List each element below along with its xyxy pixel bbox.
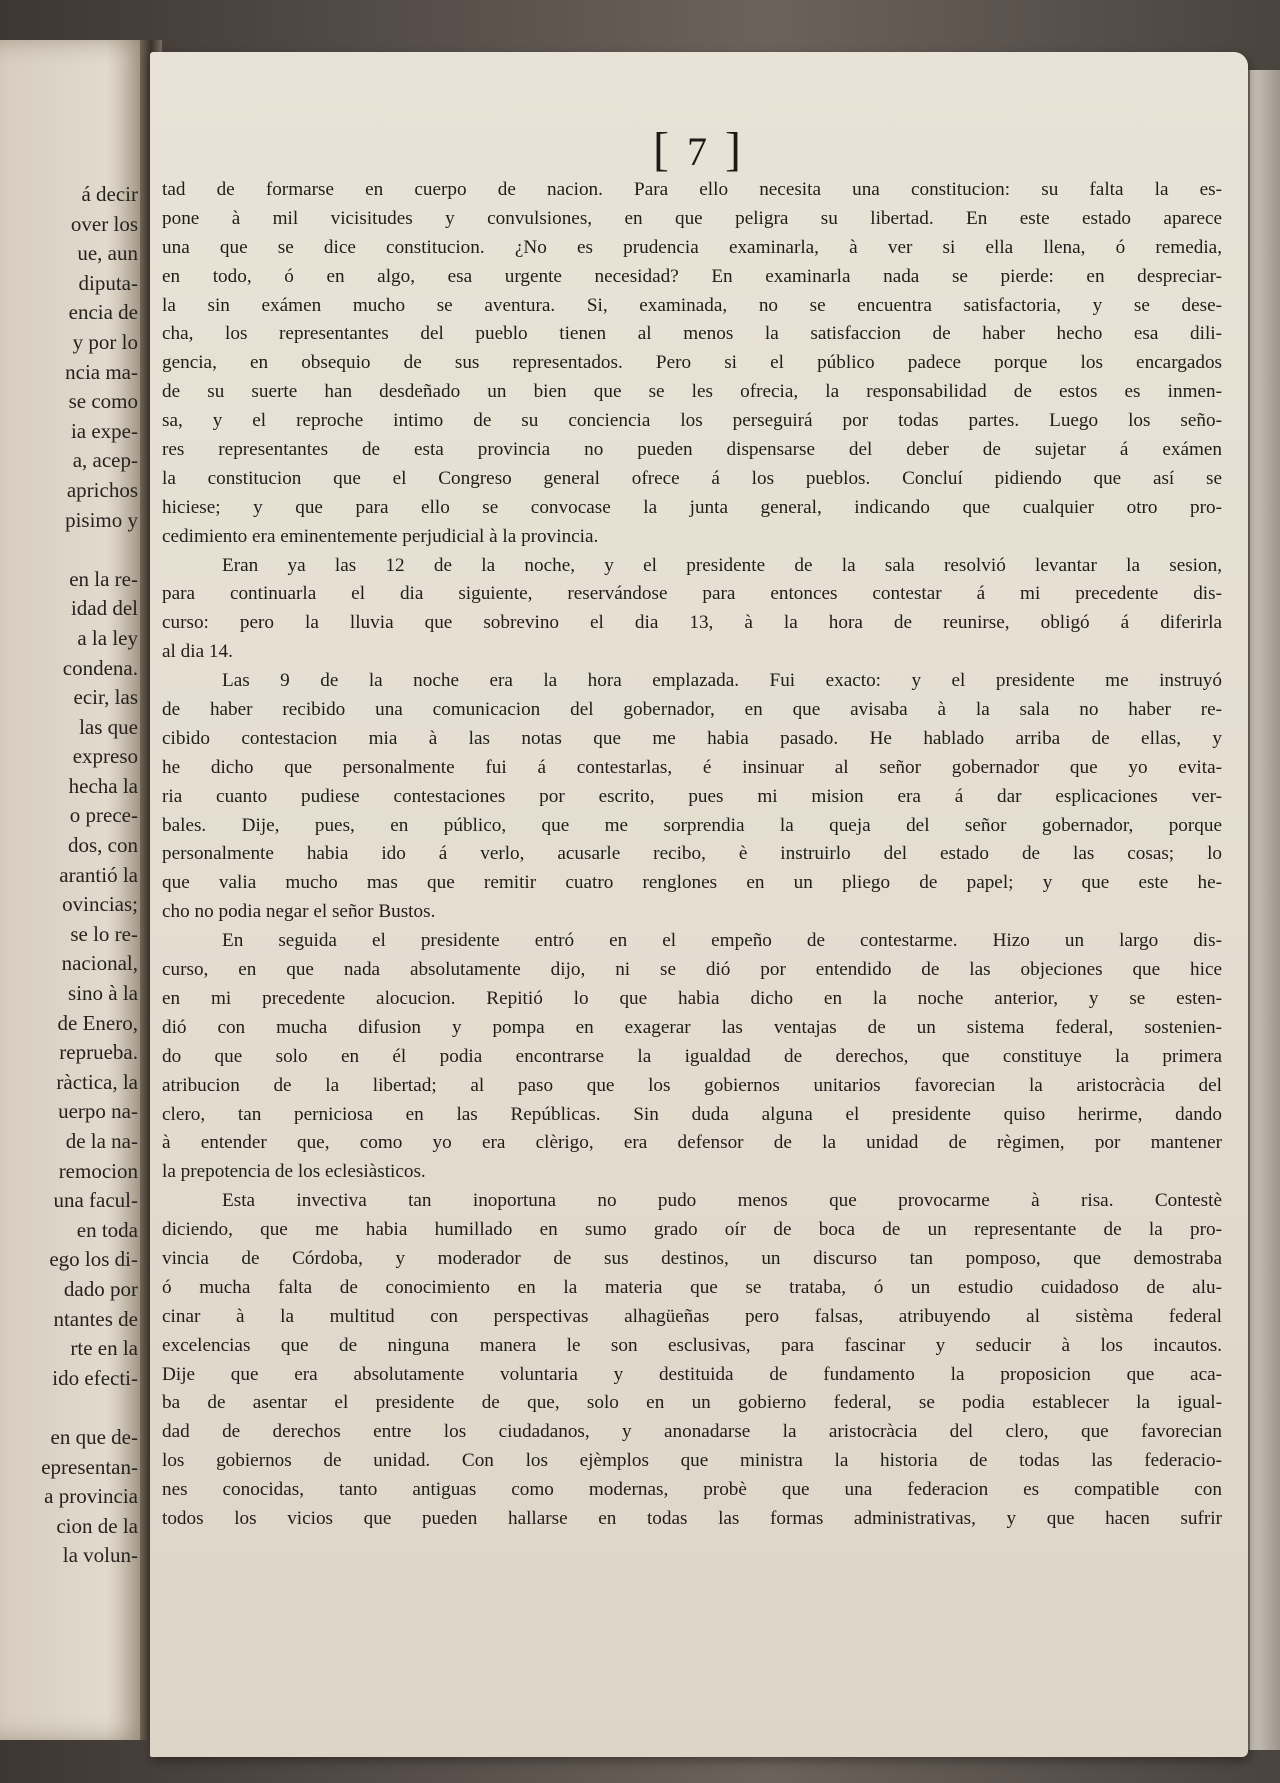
text-line-content: sa, y el reproche intimo de su conciencia los perseguirá por todas partes. Luego los seño- <box>162 410 1222 432</box>
left-page-line: hecha la <box>68 773 138 798</box>
text-line-content: dad de derechos entre los ciudadanos, y anonadarse la aristocràcia del clero, que favorecian <box>162 1421 1222 1443</box>
text-line-content: al dia 14. <box>162 641 233 663</box>
text-line <box>162 840 1222 869</box>
text-line-content: En seguida el presidente entró en el empeño de contestarme. Hizo un largo dis- <box>222 930 1222 952</box>
text-line-content: Eran ya las 12 de la noche, y el presidente de la sala resolvió levantar la sesion, <box>222 554 1222 576</box>
text-line-content: Dije que era absolutamente voluntaria y destituida de fundamento la proposicion que aca- <box>162 1363 1222 1385</box>
left-page-line: a la ley <box>77 625 138 650</box>
text-line-content: hiciese; y que para ello se convocase la junta general, indicando que cualquier otro pro- <box>162 496 1222 518</box>
left-page-line: arantió la <box>59 862 138 887</box>
text-line <box>162 1014 1222 1043</box>
text-line <box>162 552 1222 581</box>
text-line <box>162 1505 1222 1534</box>
left-page-line: idad del <box>70 596 138 621</box>
left-page-line: de la na- <box>65 1129 138 1153</box>
text-line-content: ria cuanto pudiese contestaciones por escrito, pues mi mision era á dar esplicaciones ver- <box>162 785 1222 807</box>
text-line-content: de haber recibido una comunicacion del gobernador, en que avisaba à la sala no haber re- <box>162 699 1222 721</box>
text-line-content: cha, los representantes del pueblo tienen al menos la satisfaccion de haber hecho esa dili- <box>162 323 1222 345</box>
text-line <box>162 783 1222 812</box>
text-line <box>162 725 1222 754</box>
left-page-line: o prece- <box>69 803 138 828</box>
left-page-line: condena. <box>62 655 138 680</box>
text-line <box>162 985 1222 1014</box>
left-page-line: aprichos <box>66 477 138 502</box>
page-number <box>150 122 1248 177</box>
text-line-content: he dicho que personalmente fui á contestarlas, é insinuar al señor gobernador que yo evita- <box>162 756 1222 778</box>
text-line-content: ó mucha falta de conocimiento en la materia que se trataba, ó un estudio cuidadoso de alu- <box>162 1276 1222 1298</box>
left-page-line: en que de- <box>50 1424 138 1449</box>
text-line-content: para continuarla el dia siguiente, reservándose para entonces contestar á mi precedente dis- <box>162 583 1222 605</box>
left-page-line: una facul- <box>53 1188 138 1213</box>
text-line <box>162 234 1222 263</box>
text-line-content: cho no podia negar el señor Bustos. <box>162 901 436 923</box>
left-page-line: ia expe- <box>70 418 138 443</box>
text-line <box>162 1332 1222 1361</box>
left-page-line: ego los di- <box>49 1247 138 1272</box>
left-page-line: á decir <box>81 182 138 206</box>
text-line-content: ba de asentar el presidente de que, solo en un gobierno federal, se podia establecer la igual- <box>162 1392 1222 1414</box>
text-line-content: pone à mil vicisitudes y convulsiones, en que peligra su libertad. En este estado aparece <box>162 207 1222 229</box>
left-page-line: ue, aun <box>77 241 138 266</box>
text-line-content: dió con mucha difusion y pompa en exagerar las ventajas de un sistema federal, sostenien- <box>162 1016 1222 1038</box>
body-text <box>162 176 1222 1534</box>
text-line <box>162 523 1222 552</box>
text-line <box>162 1101 1222 1130</box>
text-line-content: de su suerte han desdeñado un bien que se les ofrecia, la responsabilidad de estos es inmen- <box>162 381 1222 403</box>
text-line <box>162 580 1222 609</box>
text-line-content: personalmente habia ido á verlo, acusarle recibo, è instruirlo del estado de las cosas; lo <box>162 843 1222 865</box>
text-line <box>162 292 1222 321</box>
left-page-line: dos, con <box>68 833 138 858</box>
text-line-content: que valia mucho mas que remitir cuatro renglones en un pliego de papel; y que este he- <box>162 872 1222 894</box>
text-line-content: res representantes de esta provincia no pueden dispensarse del deber de sujetar á exámen <box>162 439 1222 461</box>
text-line <box>162 1389 1222 1418</box>
text-line <box>162 696 1222 725</box>
left-page-line: ntantes de <box>53 1306 138 1331</box>
text-line-content: clero, tan perniciosa en las Repúblicas. Sin duda alguna el presidente quiso herirme, dando <box>162 1103 1222 1125</box>
text-line <box>162 349 1222 378</box>
left-page-line: epresentan- <box>41 1454 138 1479</box>
text-line <box>162 927 1222 956</box>
left-page-line: ncia ma- <box>65 359 138 384</box>
left-page-text <box>0 180 138 1571</box>
text-line-content: la constitucion que el Congreso general ofrece á los pueblos. Concluí pidiendo que así se <box>162 467 1222 489</box>
left-page-line <box>0 535 138 565</box>
left-page-line: y por lo <box>72 329 138 354</box>
left-page-line: se como <box>68 389 138 414</box>
text-line-content: vincia de Córdoba, y moderador de sus destinos, un discurso tan pomposo, que demostraba <box>162 1247 1222 1269</box>
left-page-line: over los <box>70 211 138 236</box>
right-page <box>150 52 1248 1757</box>
left-page-line: sino à la <box>68 981 138 1006</box>
left-page-line: ido efecti- <box>52 1365 138 1390</box>
text-line <box>162 176 1222 205</box>
text-line-content: à entender que, como yo era clèrigo, era defensor de la unidad de règimen, por mantener <box>162 1132 1222 1154</box>
text-line-content: curso: pero la lluvia que sobrevino el dia 13, à la hora de reunirse, obligó á diferirla <box>162 612 1222 634</box>
text-line-content: curso, en que nada absolutamente dijo, ni se dió por entendido de las objeciones que hice <box>162 959 1222 981</box>
text-line-content: excelencias que de ninguna manera le son esclusivas, para fascinar y seducir à los incautos. <box>162 1334 1222 1356</box>
text-line <box>162 1274 1222 1303</box>
left-page-line: a, acep- <box>72 448 138 473</box>
text-line <box>162 667 1222 696</box>
left-page-line: la volun- <box>62 1543 138 1568</box>
text-line-content: Esta invectiva tan inoportuna no pudo menos que provocarme à risa. Contestè <box>222 1190 1222 1212</box>
text-line <box>162 956 1222 985</box>
text-line <box>162 609 1222 638</box>
text-line-content: una que se dice constitucion. ¿No es prudencia examinarla, à ver si ella llena, ó remedia, <box>162 236 1222 258</box>
text-line <box>162 1187 1222 1216</box>
text-line <box>162 1418 1222 1447</box>
text-line-content: la sin exámen mucho se aventura. Si, examinada, no se encuentra satisfactoria, y se dese- <box>162 294 1222 316</box>
text-line <box>162 754 1222 783</box>
page-number-value: 7 <box>687 129 711 174</box>
left-page-line: diputa- <box>78 270 138 295</box>
text-line-content: bales. Dije, pues, en público, que me sorprendia la queja del señor gobernador, porque <box>162 814 1222 836</box>
left-page-line: encia de <box>68 300 138 325</box>
text-line-content: Las 9 de la noche era la hora emplazada. Fui exacto: y el presidente me instruyó <box>222 670 1222 692</box>
left-page-line: de Enero, <box>57 1010 138 1035</box>
left-page-line: reprueba. <box>59 1040 138 1065</box>
book-cover-edge <box>1248 70 1280 1750</box>
page-number-right-bracket: ] <box>725 123 745 176</box>
text-line-content: do que solo en él podia encontrarse la igualdad de derechos, que constituye la primera <box>162 1045 1222 1067</box>
text-line-content: cibido contestacion mia à las notas que me habia pasado. He hablado arriba de ellas, y <box>162 727 1222 749</box>
text-line-content: diciendo, que me habia humillado en sumo grado oír de boca de un representante de la pro- <box>162 1219 1222 1241</box>
left-page-line: cion de la <box>56 1513 138 1538</box>
left-page-line: uerpo na- <box>58 1099 138 1124</box>
left-page-line: ovincias; <box>62 892 138 917</box>
left-page-line: las que <box>79 714 138 739</box>
text-line <box>162 1129 1222 1158</box>
left-page-line: remocion <box>58 1158 138 1183</box>
left-page-line: a provincia <box>44 1484 138 1509</box>
left-page-line <box>0 1393 138 1423</box>
text-line <box>162 436 1222 465</box>
text-line-content: todos los vicios que pueden hallarse en todas las formas administrativas, y que hacen sufrir <box>162 1507 1222 1529</box>
text-line <box>162 378 1222 407</box>
left-page-line: rte en la <box>70 1336 138 1361</box>
text-line <box>162 205 1222 234</box>
text-line-content: la prepotencia de los eclesiàsticos. <box>162 1161 426 1183</box>
text-line-content: gencia, en obsequio de sus representados. Pero si el público padece porque los encargados <box>162 352 1222 374</box>
left-page-line: se lo re- <box>70 921 138 946</box>
left-page-line: ecir, las <box>73 685 138 710</box>
left-page-line: en toda <box>76 1217 138 1242</box>
text-line-content: en todo, ó en algo, esa urgente necesidad? En examinarla nada se pierde: en despreciar- <box>162 265 1222 287</box>
text-line <box>162 812 1222 841</box>
text-line-content: en mi precedente alocucion. Repitió lo que habia dicho en la noche anterior, y se esten- <box>162 987 1222 1009</box>
text-line <box>162 465 1222 494</box>
text-line-content: atribucion de la libertad; al paso que los gobiernos unitarios favorecian la aristocràcia del <box>162 1074 1222 1096</box>
text-line <box>162 1303 1222 1332</box>
left-page-line: en la re- <box>69 566 138 591</box>
text-line <box>162 263 1222 292</box>
text-line-content: cinar à la multitud con perspectivas alhagüeñas pero falsas, atribuyendo al sistèma federal <box>162 1305 1222 1327</box>
text-line <box>162 1245 1222 1274</box>
text-line <box>162 320 1222 349</box>
left-page-line: expreso <box>72 744 138 769</box>
text-line <box>162 1476 1222 1505</box>
text-line <box>162 898 1222 927</box>
text-line <box>162 1158 1222 1187</box>
text-line-content: cedimiento era eminentemente perjudicial à la provincia. <box>162 525 599 547</box>
text-line <box>162 638 1222 667</box>
text-line-content: los gobiernos de unidad. Con los ejèmplos que ministra la historia de todas las federacio- <box>162 1450 1222 1472</box>
left-page-line: dado por <box>63 1276 138 1301</box>
text-line <box>162 494 1222 523</box>
text-line <box>162 1043 1222 1072</box>
text-line <box>162 1447 1222 1476</box>
left-page-line: nacional, <box>61 951 138 976</box>
page-number-left-bracket: [ <box>653 123 673 176</box>
text-line <box>162 1361 1222 1390</box>
text-line <box>162 1072 1222 1101</box>
left-page-line: ràctica, la <box>56 1069 138 1094</box>
text-line <box>162 407 1222 436</box>
left-page <box>0 40 152 1740</box>
text-line-content: tad de formarse en cuerpo de nacion. Para ello necesita una constitucion: su falta la es- <box>162 179 1222 200</box>
text-line <box>162 1216 1222 1245</box>
left-page-line: pisimo y <box>65 507 138 532</box>
text-line-content: nes conocidas, tanto antiguas como modernas, probè que una federacion es compatible con <box>162 1479 1222 1501</box>
text-line <box>162 869 1222 898</box>
